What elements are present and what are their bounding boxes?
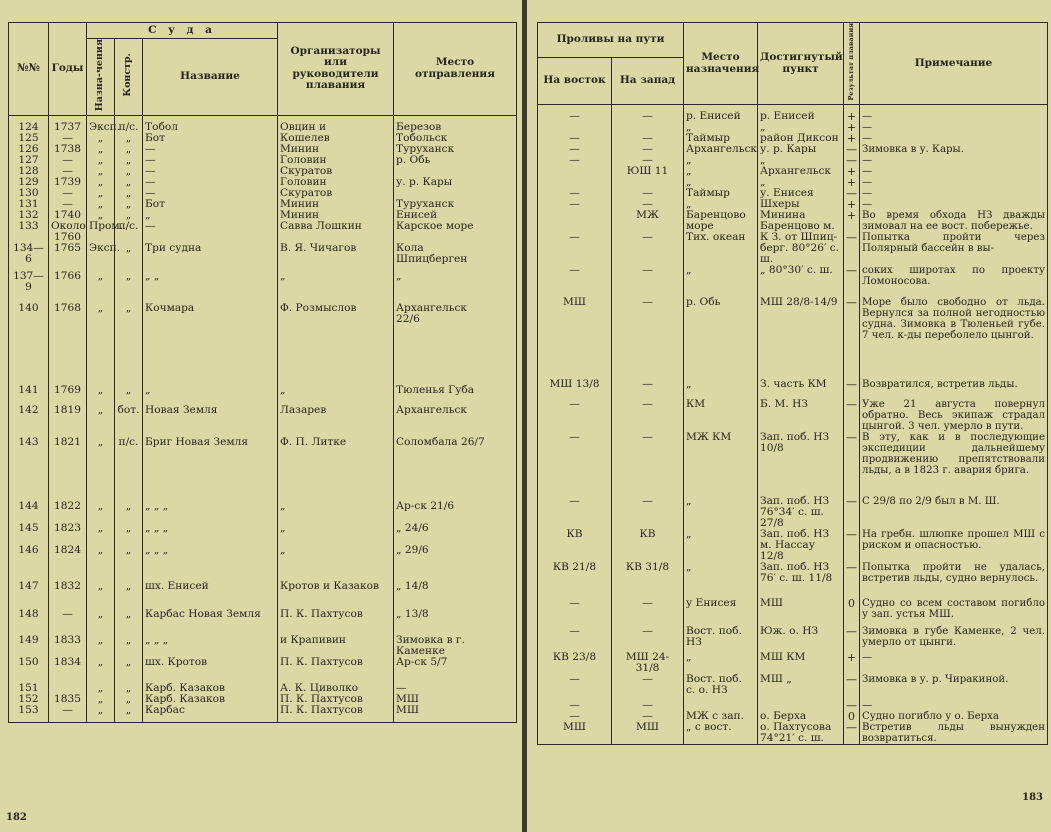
row-purpose: „ bbox=[87, 271, 115, 303]
row-reached: о. Берха о. Пахтусова 74°21′ с. ш. bbox=[758, 700, 844, 745]
table-row bbox=[9, 501, 517, 523]
left-page bbox=[0, 0, 522, 832]
left-table-body bbox=[9, 115, 517, 723]
row-reached: Зап. поб. НЗ 76°34′ с. ш. 27/8 bbox=[758, 496, 844, 529]
row-number: 151 152 153 bbox=[9, 683, 49, 723]
col-purpose: Назна-чения bbox=[87, 39, 115, 116]
row-year: 1822 bbox=[49, 501, 87, 523]
row-remark: В эту, как и в последующие экспедиции дальнейшему продвижению препятствовали льды, а в 1823 г. авария брига. bbox=[860, 432, 1048, 496]
row-departure: Тюленья Губа bbox=[394, 385, 517, 405]
row-number: 145 bbox=[9, 523, 49, 545]
table-row bbox=[9, 303, 517, 385]
row-strait-west: — bbox=[612, 496, 684, 529]
row-construction: „ bbox=[115, 501, 143, 523]
row-reached: Зап. поб. НЗ м. Нассау 12/8 bbox=[758, 529, 844, 562]
row-reached: МШ 28/8-14/9 bbox=[758, 297, 844, 379]
row-remark: — Судно погибло у о. Берха Встретив льды вынужден возвратиться. bbox=[860, 700, 1048, 745]
row-purpose: „ bbox=[87, 545, 115, 581]
row-departure: Архангельск 22/6 bbox=[394, 303, 517, 385]
table-row bbox=[538, 399, 1048, 432]
row-destination: у Енисея bbox=[684, 598, 758, 626]
col-name: Название bbox=[143, 39, 278, 116]
row-number: 141 bbox=[9, 385, 49, 405]
row-year: 1834 bbox=[49, 657, 87, 683]
row-strait-west: — bbox=[612, 399, 684, 432]
col-reached: Достигнутый пункт bbox=[758, 23, 844, 105]
row-strait-east: — — МШ bbox=[538, 700, 612, 745]
row-number: 150 bbox=[9, 657, 49, 683]
table-row bbox=[9, 385, 517, 405]
table-row bbox=[538, 674, 1048, 700]
row-strait-west: КВ bbox=[612, 529, 684, 562]
row-strait-east: — bbox=[538, 432, 612, 496]
row-construction: „ bbox=[115, 581, 143, 609]
row-purpose: „ bbox=[87, 609, 115, 635]
row-organizer: А. К. Циволко П. К. Пахтусов П. К. Пахтусов bbox=[278, 683, 394, 723]
row-destination: Вост. поб. с. о. НЗ bbox=[684, 674, 758, 700]
row-result: — bbox=[844, 529, 860, 562]
row-destination: МЖ с зап. „ с вост. bbox=[684, 700, 758, 745]
table-row bbox=[538, 265, 1048, 297]
row-departure: „ bbox=[394, 271, 517, 303]
col-years: Годы bbox=[49, 23, 87, 116]
row-strait-west: — — — — ЮШ 11 — — МЖ bbox=[612, 105, 684, 233]
table-row bbox=[9, 115, 517, 243]
row-strait-west: — bbox=[612, 379, 684, 399]
row-strait-west: — bbox=[612, 297, 684, 379]
row-strait-west: — bbox=[612, 232, 684, 265]
row-year: 1768 bbox=[49, 303, 87, 385]
row-remark: — — — Зимовка в у. Кары. — — — — — Во время обхода НЗ дважды зимовал на ее вост. побережье. bbox=[860, 105, 1048, 233]
table-row bbox=[538, 496, 1048, 529]
row-remark: соких широтах по проекту Ломоносова. bbox=[860, 265, 1048, 297]
table-row bbox=[538, 232, 1048, 265]
row-purpose: „ bbox=[87, 635, 115, 657]
table-row bbox=[9, 545, 517, 581]
row-strait-east: КВ 21/8 bbox=[538, 562, 612, 598]
row-purpose: „ bbox=[87, 385, 115, 405]
table-row bbox=[9, 581, 517, 609]
row-remark: Зимовка в губе Каменке, 2 чел. умерло от цынги. bbox=[860, 626, 1048, 652]
row-result: — bbox=[844, 674, 860, 700]
row-number: 140 bbox=[9, 303, 49, 385]
row-reached: „ 80°30′ с. ш. bbox=[758, 265, 844, 297]
row-reached: З. часть КМ bbox=[758, 379, 844, 399]
row-result: — bbox=[844, 432, 860, 496]
row-ship-name: „ bbox=[143, 385, 278, 405]
table-row bbox=[9, 635, 517, 657]
row-reached: МШ bbox=[758, 598, 844, 626]
row-purpose: „ bbox=[87, 501, 115, 523]
row-organizer: Овцин и Кошелев Минин Головин Скуратов Головин Скуратов Минин Минин Савва Лошкин bbox=[278, 115, 394, 243]
row-destination: Тих. океан bbox=[684, 232, 758, 265]
row-remark: Судно со всем составом погибло у зап. устья МШ. bbox=[860, 598, 1048, 626]
col-east: На восток bbox=[538, 57, 612, 105]
row-result: — bbox=[844, 265, 860, 297]
straits-group-header: Проливы на пути bbox=[538, 23, 684, 58]
row-remark: Попытка пройти не удалась, встретив льды, судно вернулось. bbox=[860, 562, 1048, 598]
row-strait-east: — — — — — — bbox=[538, 105, 612, 233]
row-number: 142 bbox=[9, 405, 49, 437]
row-construction: „ bbox=[115, 609, 143, 635]
row-construction: „ bbox=[115, 523, 143, 545]
row-year: 1821 bbox=[49, 437, 87, 501]
row-ship-name: „ „ bbox=[143, 271, 278, 303]
row-reached: МШ КМ bbox=[758, 652, 844, 674]
row-ship-name: Три судна bbox=[143, 243, 278, 271]
row-remark: Возвратился, встретив льды. bbox=[860, 379, 1048, 399]
row-construction: бот. bbox=[115, 405, 143, 437]
row-ship-name: Новая Земля bbox=[143, 405, 278, 437]
row-purpose: „ „ „ bbox=[87, 683, 115, 723]
row-strait-west: КВ 31/8 bbox=[612, 562, 684, 598]
row-result: — bbox=[844, 562, 860, 598]
row-result: — bbox=[844, 297, 860, 379]
row-strait-west: — bbox=[612, 598, 684, 626]
row-destination: „ bbox=[684, 562, 758, 598]
row-result: — bbox=[844, 399, 860, 432]
row-destination: „ bbox=[684, 529, 758, 562]
row-construction: „ bbox=[115, 243, 143, 271]
row-organizer: „ bbox=[278, 523, 394, 545]
row-remark: Море было свободно от льда. Вернулся за полной негодностью судна. Зимовка в Тюленьей губе. 7 чел. к-ды переболело цынгой. bbox=[860, 297, 1048, 379]
right-table-body bbox=[538, 105, 1048, 745]
row-departure: „ 24/6 bbox=[394, 523, 517, 545]
row-ship-name: „ „ „ bbox=[143, 635, 278, 657]
row-ship-name: „ „ „ bbox=[143, 501, 278, 523]
col-result: Результат плавания bbox=[844, 23, 860, 105]
table-row bbox=[9, 523, 517, 545]
col-departure: Место отправления bbox=[394, 23, 517, 116]
row-year: 1823 bbox=[49, 523, 87, 545]
row-ship-name: „ „ „ bbox=[143, 523, 278, 545]
col-num: №№ bbox=[9, 23, 49, 116]
table-row bbox=[9, 437, 517, 501]
row-number: 149 bbox=[9, 635, 49, 657]
row-organizer: В. Я. Чичагов bbox=[278, 243, 394, 271]
row-purpose: Эксп. bbox=[87, 243, 115, 271]
row-ship-name: шх. Енисей bbox=[143, 581, 278, 609]
row-reached: МШ „ bbox=[758, 674, 844, 700]
row-organizer: Ф. Розмыслов bbox=[278, 303, 394, 385]
row-year: — bbox=[49, 609, 87, 635]
row-strait-east: — bbox=[538, 674, 612, 700]
row-reached: Зап. поб. НЗ 10/8 bbox=[758, 432, 844, 496]
row-destination: „ bbox=[684, 265, 758, 297]
row-construction: „ bbox=[115, 385, 143, 405]
row-organizer: П. К. Пахтусов bbox=[278, 657, 394, 683]
row-construction: „ bbox=[115, 657, 143, 683]
row-ship-name: Тобол Бот — — — — — Бот „ — bbox=[143, 115, 278, 243]
row-strait-east: — bbox=[538, 232, 612, 265]
row-year: 1819 bbox=[49, 405, 87, 437]
row-remark: Зимовка в у. р. Чиракиной. bbox=[860, 674, 1048, 700]
row-number: 143 bbox=[9, 437, 49, 501]
table-row bbox=[9, 405, 517, 437]
table-row bbox=[9, 271, 517, 303]
row-result: + + + — — + + — + + bbox=[844, 105, 860, 233]
row-construction: „ bbox=[115, 303, 143, 385]
row-reached: Юж. о. НЗ bbox=[758, 626, 844, 652]
row-construction: „ bbox=[115, 545, 143, 581]
row-year: 1835 — bbox=[49, 683, 87, 723]
row-number: 144 bbox=[9, 501, 49, 523]
row-result: — bbox=[844, 496, 860, 529]
table-row bbox=[9, 683, 517, 723]
row-purpose: „ bbox=[87, 437, 115, 501]
row-strait-west: — bbox=[612, 626, 684, 652]
row-organizer: „ bbox=[278, 501, 394, 523]
row-purpose: „ bbox=[87, 303, 115, 385]
row-reached: р. Енисей „ район Диксон у. р. Кары „ Архангельск „ у. Енисея Шхеры Минина Баренцово м. bbox=[758, 105, 844, 233]
row-departure: Кола Шпицберген bbox=[394, 243, 517, 271]
row-ship-name: Кочмара bbox=[143, 303, 278, 385]
row-strait-west: — bbox=[612, 265, 684, 297]
left-table bbox=[8, 22, 517, 723]
row-remark: — bbox=[860, 652, 1048, 674]
row-strait-west: — bbox=[612, 432, 684, 496]
row-remark: Попытка пройти через Полярный бассейн в вы- bbox=[860, 232, 1048, 265]
row-strait-east: — bbox=[538, 598, 612, 626]
row-result: — bbox=[844, 232, 860, 265]
row-destination: „ bbox=[684, 496, 758, 529]
col-construction: Констр. bbox=[115, 39, 143, 116]
row-strait-east: — bbox=[538, 496, 612, 529]
row-strait-east: — bbox=[538, 626, 612, 652]
row-construction: „ bbox=[115, 271, 143, 303]
row-organizer: „ bbox=[278, 385, 394, 405]
row-result: — 0 — bbox=[844, 700, 860, 745]
table-row bbox=[538, 700, 1048, 745]
row-destination: МЖ КМ bbox=[684, 432, 758, 496]
row-destination: р. Енисей „ Таймыр Архангельск „ „ „ Таймыр „ Баренцово море bbox=[684, 105, 758, 233]
row-reached: К З. от Шпиц- берг. 80°26′ с. ш. bbox=[758, 232, 844, 265]
row-destination: р. Обь bbox=[684, 297, 758, 379]
row-ship-name: Карб. Казаков Карб. Казаков Карбас bbox=[143, 683, 278, 723]
row-departure: Березов Тобольск Туруханск р. Обь у. р. Кары Туруханск Енисей Карское море bbox=[394, 115, 517, 243]
row-organizer: „ bbox=[278, 271, 394, 303]
row-destination: „ bbox=[684, 379, 758, 399]
row-departure: — МШ МШ bbox=[394, 683, 517, 723]
row-organizer: Ф. П. Литке bbox=[278, 437, 394, 501]
table-row bbox=[538, 652, 1048, 674]
row-purpose: „ bbox=[87, 523, 115, 545]
table-row bbox=[538, 626, 1048, 652]
row-purpose: „ bbox=[87, 657, 115, 683]
row-ship-name: Карбас Новая Земля bbox=[143, 609, 278, 635]
row-reached: Зап. поб. НЗ 76′ с. ш. 11/8 bbox=[758, 562, 844, 598]
row-departure: „ 13/8 bbox=[394, 609, 517, 635]
row-construction: п/с. „ „ „ „ „ „ „ „ п/с. bbox=[115, 115, 143, 243]
row-remark: На гребн. шлюпке прошел МШ с риском и опасностью. bbox=[860, 529, 1048, 562]
table-row bbox=[9, 657, 517, 683]
table-row bbox=[538, 379, 1048, 399]
row-construction: „ „ „ bbox=[115, 683, 143, 723]
table-row bbox=[9, 609, 517, 635]
row-ship-name: „ „ „ bbox=[143, 545, 278, 581]
row-strait-east: КВ bbox=[538, 529, 612, 562]
row-remark: С 29/8 по 2/9 был в М. Ш. bbox=[860, 496, 1048, 529]
row-departure: Соломбала 26/7 bbox=[394, 437, 517, 501]
row-strait-west: МШ 24-31/8 bbox=[612, 652, 684, 674]
page-number-left: 182 bbox=[6, 812, 27, 823]
row-year: 1737 — 1738 — — 1739 — — 1740 Около 1760 bbox=[49, 115, 87, 243]
row-remark: Уже 21 августа повернул обратно. Весь экипаж страдал цынгой. 3 чел. умерло в пути. bbox=[860, 399, 1048, 432]
row-departure: Ар-ск 21/6 bbox=[394, 501, 517, 523]
row-result: — bbox=[844, 379, 860, 399]
page-number-right: 183 bbox=[1022, 792, 1043, 803]
row-construction: „ bbox=[115, 635, 143, 657]
table-row bbox=[538, 598, 1048, 626]
row-destination: Вост. поб. НЗ bbox=[684, 626, 758, 652]
right-table bbox=[537, 22, 1048, 745]
row-number: 124 125 126 127 128 129 130 131 132 133 bbox=[9, 115, 49, 243]
row-departure: Архангельск bbox=[394, 405, 517, 437]
row-year: 1824 bbox=[49, 545, 87, 581]
row-destination: КМ bbox=[684, 399, 758, 432]
row-purpose: Эксп. „ „ „ „ „ „ „ „ Пром. bbox=[87, 115, 115, 243]
row-result: 0 bbox=[844, 598, 860, 626]
row-purpose: „ bbox=[87, 405, 115, 437]
row-year: 1766 bbox=[49, 271, 87, 303]
table-row bbox=[538, 297, 1048, 379]
row-organizer: „ bbox=[278, 545, 394, 581]
table-row bbox=[538, 529, 1048, 562]
row-result: — bbox=[844, 626, 860, 652]
row-strait-west: — bbox=[612, 674, 684, 700]
row-number: 148 bbox=[9, 609, 49, 635]
row-reached: Б. М. НЗ bbox=[758, 399, 844, 432]
col-west: На запад bbox=[612, 57, 684, 105]
row-organizer: и Крапивин bbox=[278, 635, 394, 657]
row-departure: Ар-ск 5/7 bbox=[394, 657, 517, 683]
row-number: 146 bbox=[9, 545, 49, 581]
row-departure: „ 14/8 bbox=[394, 581, 517, 609]
table-row bbox=[538, 432, 1048, 496]
row-strait-east: — bbox=[538, 265, 612, 297]
row-number: 147 bbox=[9, 581, 49, 609]
row-strait-east: МШ bbox=[538, 297, 612, 379]
col-remarks: Примечание bbox=[860, 23, 1048, 105]
row-number: 134—6 bbox=[9, 243, 49, 271]
row-result: + bbox=[844, 652, 860, 674]
row-departure: „ 29/6 bbox=[394, 545, 517, 581]
row-number: 137—9 bbox=[9, 271, 49, 303]
row-strait-east: МШ 13/8 bbox=[538, 379, 612, 399]
row-year: 1769 bbox=[49, 385, 87, 405]
row-ship-name: Бриг Новая Земля bbox=[143, 437, 278, 501]
row-purpose: „ bbox=[87, 581, 115, 609]
row-destination: „ bbox=[684, 652, 758, 674]
row-strait-west: — — МШ bbox=[612, 700, 684, 745]
row-ship-name: шх. Кротов bbox=[143, 657, 278, 683]
row-organizer: Кротов и Казаков bbox=[278, 581, 394, 609]
row-organizer: Лазарев bbox=[278, 405, 394, 437]
table-row bbox=[538, 105, 1048, 233]
col-destination: Место назначения bbox=[684, 23, 758, 105]
col-organizers: Организаторы или руководители плавания bbox=[278, 23, 394, 116]
right-page bbox=[527, 0, 1051, 832]
table-row bbox=[538, 562, 1048, 598]
table-row bbox=[9, 243, 517, 271]
row-year: 1833 bbox=[49, 635, 87, 657]
row-strait-east: КВ 23/8 bbox=[538, 652, 612, 674]
row-organizer: П. К. Пахтусов bbox=[278, 609, 394, 635]
row-construction: п/с. bbox=[115, 437, 143, 501]
row-year: 1765 bbox=[49, 243, 87, 271]
ships-group-header: С у д а bbox=[87, 23, 278, 39]
row-strait-east: — bbox=[538, 399, 612, 432]
row-year: 1832 bbox=[49, 581, 87, 609]
row-departure: Зимовка в г. Каменке bbox=[394, 635, 517, 657]
